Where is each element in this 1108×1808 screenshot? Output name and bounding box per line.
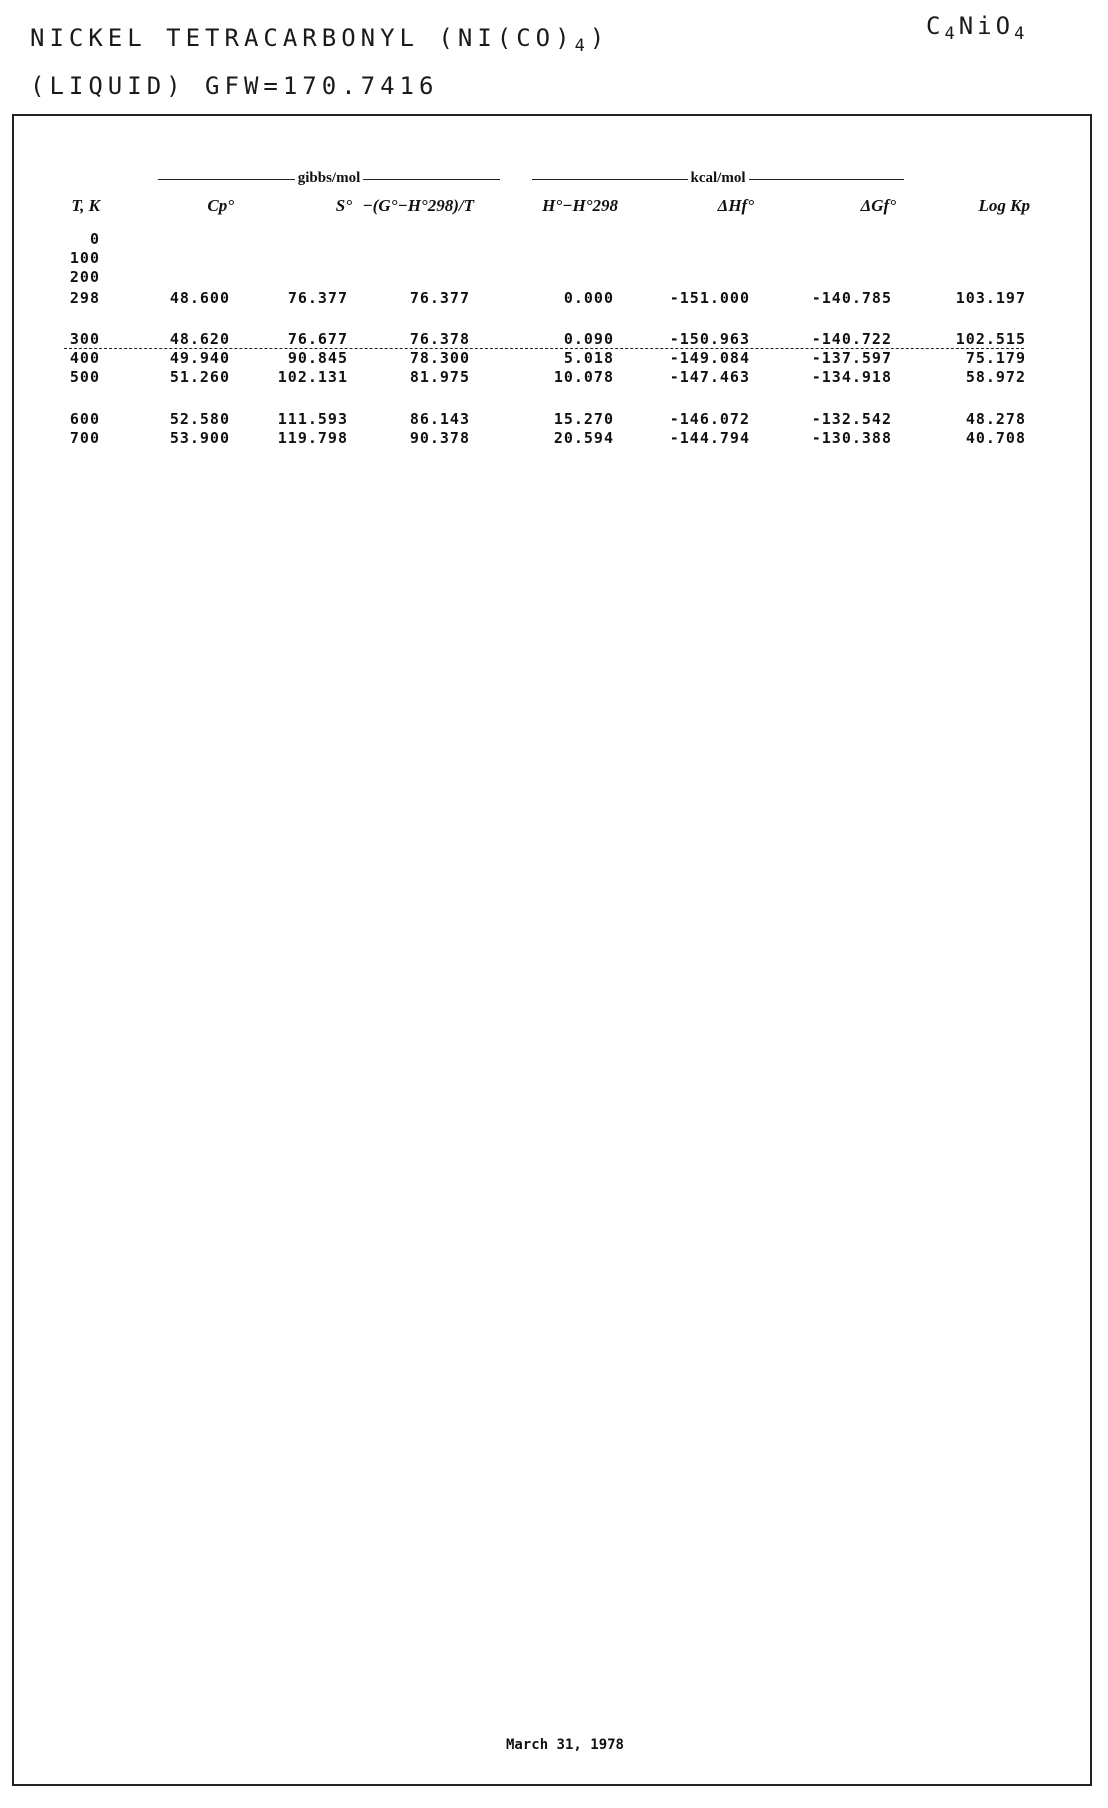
table-cell: 0.000 <box>563 289 614 307</box>
table-cell: -144.794 <box>669 429 750 447</box>
col-gibbs-fn-header: −(G°−H°298)/T <box>362 196 474 215</box>
col-dgf-header: ΔGf° <box>860 196 896 215</box>
table-cell: -151.000 <box>669 289 750 307</box>
table-cell: -146.072 <box>669 410 750 428</box>
table-cell: 40.708 <box>965 429 1026 447</box>
table-cell: -140.785 <box>811 289 892 307</box>
table-cell: -149.084 <box>669 349 750 367</box>
table-cell: 119.798 <box>277 429 348 447</box>
table-cell: 53.900 <box>169 429 230 447</box>
footer-date: March 31, 1978 <box>505 1737 624 1753</box>
col-dhf-header: ΔHf° <box>717 196 754 215</box>
table-cell: -147.463 <box>669 368 750 386</box>
table-cell: -137.597 <box>811 349 892 367</box>
title-line-2: (LIQUID) GFW=170.7416 <box>30 72 439 100</box>
table-cell: 90.378 <box>409 429 470 447</box>
table-cell: 200 <box>69 268 100 286</box>
title-line-1: NICKEL TETRACARBONYL $(NI(CO)_4)$ <box>30 24 610 56</box>
table-cell: 86.143 <box>409 410 470 428</box>
table-cell: -134.918 <box>811 368 892 386</box>
table-cell: 100 <box>69 249 100 267</box>
col-logkp-header: Log Kp <box>978 196 1030 215</box>
table-cell: 78.300 <box>409 349 470 367</box>
table-cell: 81.975 <box>409 368 470 386</box>
table-cell: 500 <box>69 368 100 386</box>
table-cell: 49.940 <box>169 349 230 367</box>
table-cell: 298 <box>69 289 100 307</box>
table-cell: 102.515 <box>955 330 1026 348</box>
table-cell: 76.377 <box>409 289 470 307</box>
table-cell: 48.620 <box>169 330 230 348</box>
table-cell: 15.270 <box>553 410 614 428</box>
table-cell: 52.580 <box>169 410 230 428</box>
table-cell: 76.378 <box>409 330 470 348</box>
table-cell: 10.078 <box>553 368 614 386</box>
col-t-header: T, K <box>71 196 100 215</box>
reference-state-divider <box>64 348 1024 349</box>
table-cell: 90.845 <box>287 349 348 367</box>
table-cell: 102.131 <box>277 368 348 386</box>
table-cell: 0 <box>89 230 100 248</box>
table-cell: 600 <box>69 410 100 428</box>
table-cell: 5.018 <box>563 349 614 367</box>
table-cell: 48.278 <box>965 410 1026 428</box>
col-cp-header: Cp° <box>207 196 234 215</box>
table-cell: 75.179 <box>965 349 1026 367</box>
table-cell: 58.972 <box>965 368 1026 386</box>
table-cell: 51.260 <box>169 368 230 386</box>
col-s-header: S° <box>335 196 352 215</box>
empirical-formula: $C_4NiO_4$ <box>926 12 1029 44</box>
table-cell: -130.388 <box>811 429 892 447</box>
table-cell: 111.593 <box>277 410 348 428</box>
table-cell: 700 <box>69 429 100 447</box>
table-cell: 20.594 <box>553 429 614 447</box>
col-enthalpy-header: H°−H°298 <box>542 196 618 215</box>
table-cell: 48.600 <box>169 289 230 307</box>
table-cell: 103.197 <box>955 289 1026 307</box>
table-cell: 76.677 <box>287 330 348 348</box>
table-cell: 0.090 <box>563 330 614 348</box>
table-cell: -132.542 <box>811 410 892 428</box>
table-cell: 76.377 <box>287 289 348 307</box>
table-cell: 400 <box>69 349 100 367</box>
group-header-gibbs: gibbs/mol <box>158 170 500 180</box>
group-header-kcal: kcal/mol <box>532 170 904 180</box>
table-cell: 300 <box>69 330 100 348</box>
table-cell: -140.722 <box>811 330 892 348</box>
table-cell: -150.963 <box>669 330 750 348</box>
